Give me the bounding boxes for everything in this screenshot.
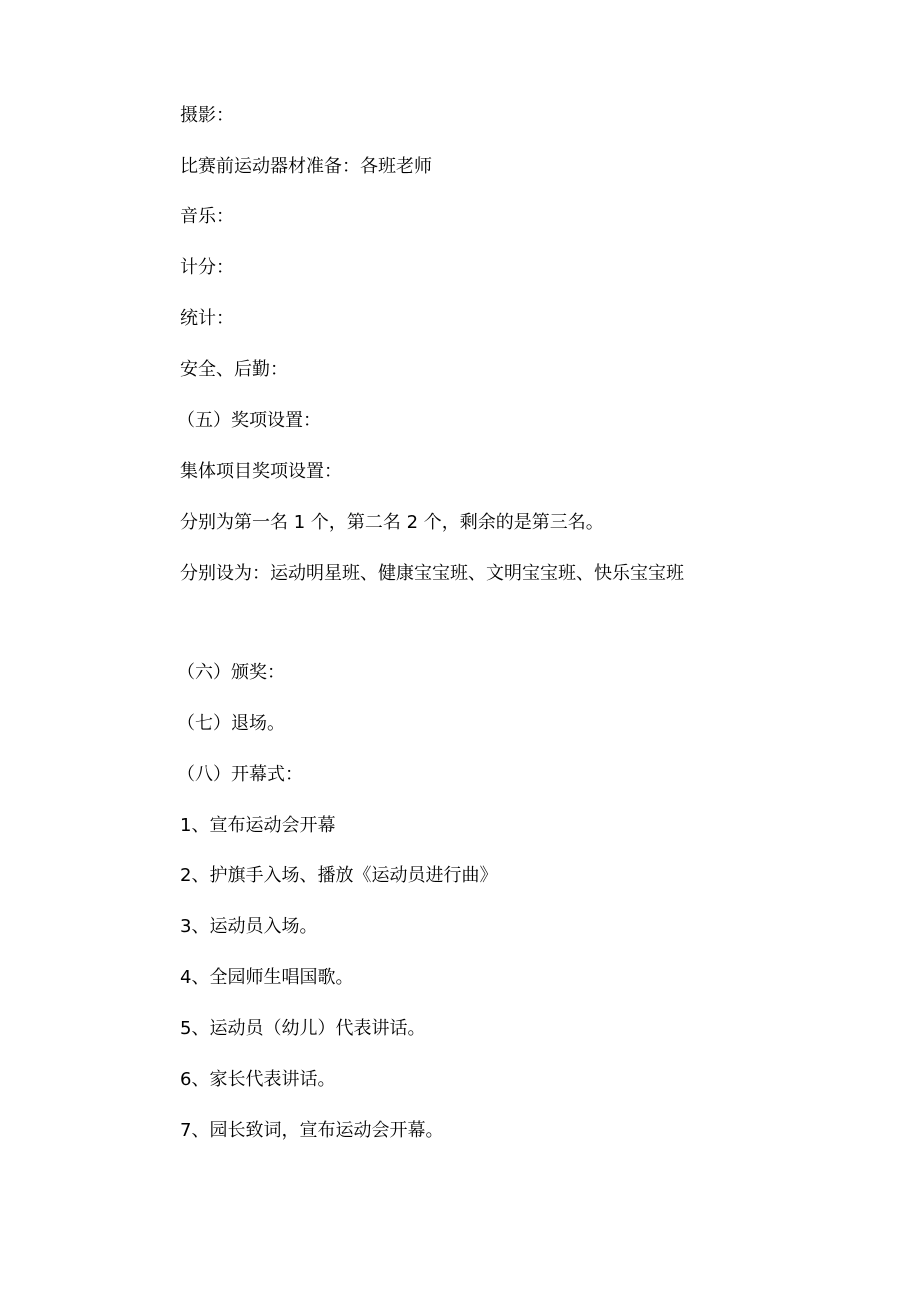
text-line-award-titles: 分别设为：运动明星班、健康宝宝班、文明宝宝班、快乐宝宝班: [180, 563, 684, 584]
list-item-3: 3、运动员入场。: [180, 916, 318, 937]
list-item-4: 4、全园师生唱国歌。: [180, 967, 354, 988]
text-line-photography: 摄影：: [180, 105, 234, 126]
list-item-6: 6、家长代表讲话。: [180, 1069, 336, 1090]
section-heading-awards: （五）奖项设置：: [177, 410, 321, 431]
text-line-statistics: 统计：: [180, 308, 234, 329]
section-heading-ceremony: （六）颁奖：: [177, 662, 285, 683]
list-item-2: 2、护旗手入场、播放《运动员进行曲》: [180, 865, 498, 886]
section-heading-opening: （八）开幕式：: [177, 764, 303, 785]
text-line-rankings: 分别为第一名 1 个，第二名 2 个，剩余的是第三名。: [180, 512, 604, 533]
list-item-5: 5、运动员（幼儿）代表讲话。: [180, 1018, 426, 1039]
text-line-music: 音乐：: [180, 206, 234, 227]
text-line-safety-logistics: 安全、后勤：: [180, 359, 288, 380]
section-heading-exit: （七）退场。: [177, 713, 285, 734]
text-line-scoring: 计分：: [180, 257, 234, 278]
list-item-1: 1、宣布运动会开幕: [180, 815, 336, 836]
text-line-group-awards: 集体项目奖项设置：: [180, 461, 342, 482]
text-line-equipment-prep: 比赛前运动器材准备：各班老师: [180, 156, 432, 177]
list-item-7: 7、园长致词，宣布运动会开幕。: [180, 1120, 444, 1141]
